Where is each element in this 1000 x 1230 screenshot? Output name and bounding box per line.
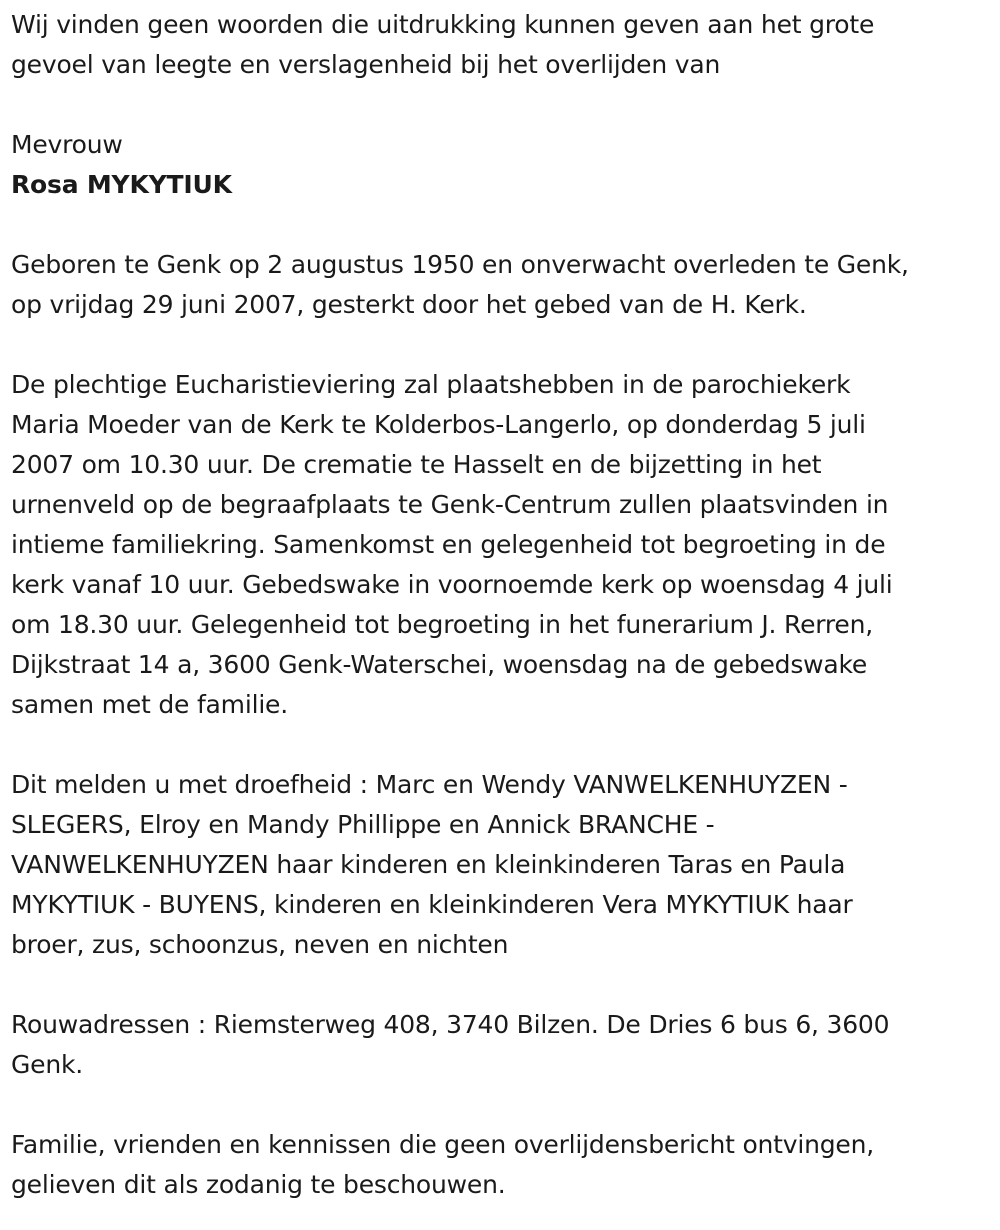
paragraph-gap [11, 325, 991, 365]
paragraph-gap [11, 965, 991, 1005]
deceased-name: Rosa MYKYTIUK [11, 170, 232, 199]
closing-paragraph [11, 1125, 991, 1205]
text-line: gelieven dit als zodanig te beschouwen. [11, 1170, 506, 1199]
deceased-block [11, 125, 991, 205]
family-paragraph [11, 765, 991, 965]
text-line: Dijkstraat 14 a, 3600 Genk-Waterschei, woensdag na de gebedswake [11, 650, 868, 679]
text-line: kerk vanaf 10 uur. Gebedswake in voornoemde kerk op woensdag 4 juli [11, 570, 893, 599]
paragraph-gap [11, 205, 991, 245]
addresses-paragraph [11, 1005, 991, 1085]
deceased-title: Mevrouw [11, 130, 123, 159]
text-line: urnenveld op de begraafplaats te Genk-Centrum zullen plaatsvinden in [11, 490, 889, 519]
text-line: Maria Moeder van de Kerk te Kolderbos-Langerlo, op donderdag 5 juli [11, 410, 866, 439]
text-line: samen met de familie. [11, 690, 288, 719]
text-line: op vrijdag 29 juni 2007, gesterkt door het gebed van de H. Kerk. [11, 290, 807, 319]
obituary-document [11, 5, 991, 1205]
birth-death-paragraph [11, 245, 991, 325]
text-line: Wij vinden geen woorden die uitdrukking kunnen geven aan het grote [11, 10, 875, 39]
text-line: gevoel van leegte en verslagenheid bij het overlijden van [11, 50, 721, 79]
text-line: De plechtige Eucharistieviering zal plaatshebben in de parochiekerk [11, 370, 851, 399]
paragraph-gap [11, 1085, 991, 1125]
text-line: SLEGERS, Elroy en Mandy Phillippe en Annick BRANCHE - [11, 810, 715, 839]
text-line: Familie, vrienden en kennissen die geen overlijdensbericht ontvingen, [11, 1130, 875, 1159]
text-line: 2007 om 10.30 uur. De crematie te Hasselt en de bijzetting in het [11, 450, 822, 479]
paragraph-gap [11, 725, 991, 765]
text-line: om 18.30 uur. Gelegenheid tot begroeting in het funerarium J. Rerren, [11, 610, 874, 639]
text-line: VANWELKENHUYZEN haar kinderen en kleinkinderen Taras en Paula [11, 850, 846, 879]
text-line: intieme familiekring. Samenkomst en gelegenheid tot begroeting in de [11, 530, 886, 559]
text-line: Genk. [11, 1050, 84, 1079]
text-line: Rouwadressen : Riemsterweg 408, 3740 Bilzen. De Dries 6 bus 6, 3600 [11, 1010, 890, 1039]
text-line: Geboren te Genk op 2 augustus 1950 en onverwacht overleden te Genk, [11, 250, 909, 279]
text-line: MYKYTIUK - BUYENS, kinderen en kleinkinderen Vera MYKYTIUK haar [11, 890, 853, 919]
text-line: Dit melden u met droefheid : Marc en Wendy VANWELKENHUYZEN - [11, 770, 848, 799]
ceremony-paragraph [11, 365, 991, 725]
paragraph-gap [11, 85, 991, 125]
text-line: broer, zus, schoonzus, neven en nichten [11, 930, 509, 959]
intro-paragraph [11, 5, 991, 85]
